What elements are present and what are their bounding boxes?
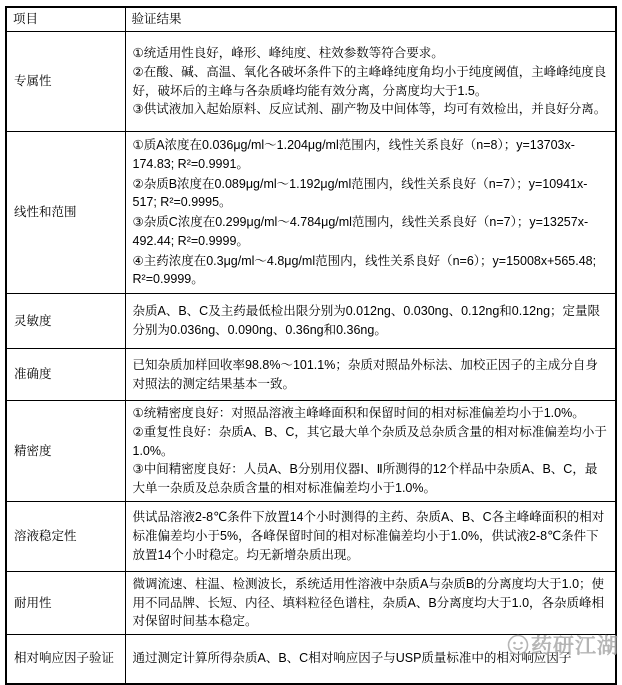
result-line: 通过测定计算所得杂质A、B、C相对响应因子与USP质量标准中的相对响应因子: [132, 651, 572, 666]
watermark-text: 药研江湖: [531, 635, 619, 658]
item-label: 相对响应因子验证: [6, 635, 125, 684]
table-row: [6, 571, 616, 634]
result-line: ①统适用性良好，峰形、峰纯度、柱效参数等符合要求。: [132, 46, 444, 60]
item-label: 专属性: [6, 32, 125, 132]
table-row: [6, 501, 616, 571]
table-row: [6, 635, 616, 684]
result-line: ③杂质C浓度在0.299μg/ml～4.784μg/ml范围内，线性关系良好（n=7）；y=13257x-492.44; R²=0.9999。: [132, 215, 589, 248]
table-row: [6, 294, 616, 349]
header-item: 项目: [6, 7, 125, 32]
table-row: [6, 132, 616, 294]
result-line: 微调流速、柱温、检测波长，系统适用性溶液中杂质A与杂质B的分离度均大于1.0；使用不同品牌、长短、内径、填料粒径色谱柱，杂质A、B分离度均大于1.0，各杂质峰相对保留时间基本稳定。: [132, 576, 605, 629]
result-cell: [125, 294, 616, 349]
result-cell: [125, 401, 616, 502]
table-row: [6, 32, 616, 132]
result-line: ④主药浓度在0.3μg/ml～4.8μg/ml范围内，线性关系良好（n=6）；y=15008x+565.48; R²=0.9999。: [132, 253, 597, 287]
table-row: [6, 401, 616, 502]
result-line: ③供试液加入起始原料、反应试剂、副产物及中间体等，均可有效检出，并良好分离。: [132, 102, 607, 117]
result-line: ①质A浓度在0.036μg/ml～1.204μg/ml范围内，线性关系良好（n=8）；y=13703x-174.83; R²=0.9991。: [132, 138, 575, 171]
item-label: 溶液稳定性: [6, 501, 125, 571]
result-cell: [125, 349, 616, 401]
result-cell: [125, 571, 616, 634]
item-label: 精密度: [6, 401, 125, 502]
result-cell: [125, 32, 616, 132]
item-label: 灵敏度: [6, 294, 125, 349]
result-line: ②杂质B浓度在0.089μg/ml～1.192μg/ml范围内，线性关系良好（n=7）；y=10941x-517; R²=0.9995。: [132, 176, 588, 210]
result-line: ①统精密度良好：对照品溶液主峰峰面积和保留时间的相对标准偏差均小于1.0%。: [132, 406, 585, 420]
header-result: 验证结果: [125, 7, 616, 32]
result-line: ③中间精密度良好：人员A、B分别用仪器Ⅰ、Ⅱ所测得的12个样品中杂质A、B、C，最大单一杂质及总杂质含量的相对标准偏差均小于1.0%。: [132, 462, 598, 495]
result-cell: [125, 132, 616, 294]
result-line: ②重复性良好：杂质A、B、C，其它最大单个杂质及总杂质含量的相对标准偏差均小于1.0%。: [132, 424, 607, 458]
item-label: 准确度: [6, 349, 125, 401]
result-cell: [125, 501, 616, 571]
item-label: 线性和范围: [6, 132, 125, 294]
result-line: 杂质A、B、C及主药最低检出限分别为0.012ng、0.030ng、0.12ng和0.12ng；定量限分别为0.036ng、0.090ng、0.36ng和0.36ng。: [132, 304, 601, 337]
table-row: [6, 349, 616, 401]
result-line: ②在酸、碱、高温、氧化各破坏条件下的主峰峰纯度角均小于纯度阈值，主峰峰纯度良好，破坏后的主峰与各杂质峰均能有效分离，分离度均大于1.5。: [132, 64, 607, 98]
header-row: [6, 7, 616, 32]
item-label: 耐用性: [6, 571, 125, 634]
result-line: 已知杂质加样回收率98.8%～101.1%；杂质对照品外标法、加校正因子的主成分自身对照法的测定结果基本一致。: [132, 357, 598, 391]
validation-table: [5, 6, 617, 685]
result-cell: [125, 635, 616, 684]
result-line: 供试品溶液2-8℃条件下放置14个小时测得的主药、杂质A、B、C各主峰峰面积的相对标准偏差均小于5%，各峰保留时间的相对标准偏差均小于1.0%，供试液2-8℃条件下放置14个小时稳定。均无新增杂质出现。: [132, 510, 605, 562]
